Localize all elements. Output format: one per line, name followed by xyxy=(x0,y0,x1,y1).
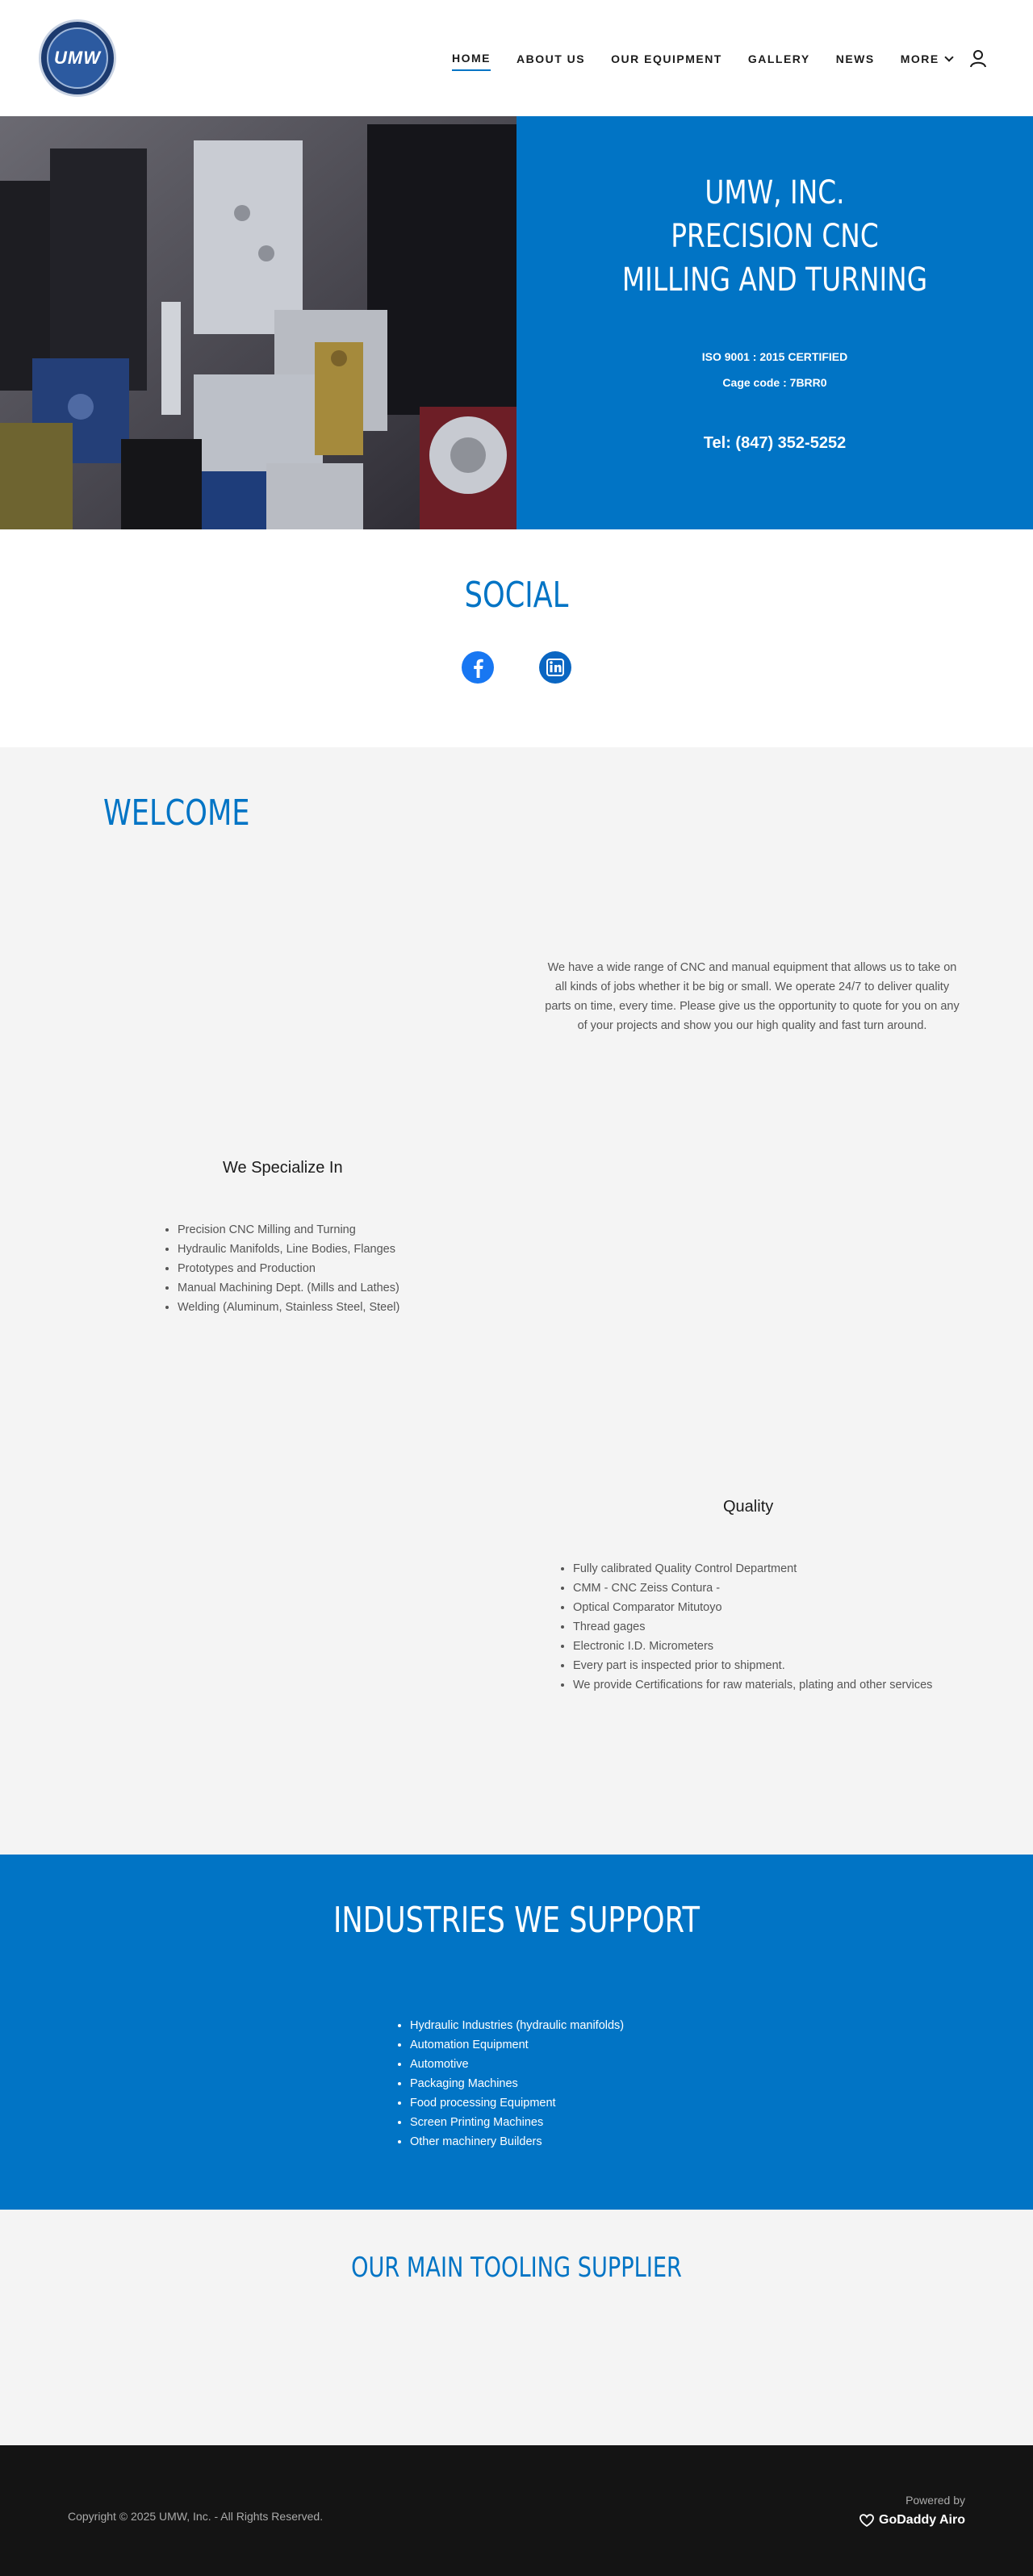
hero-title-line: MILLING AND TURNING xyxy=(621,261,928,299)
list-item: • Automation Equipment xyxy=(410,2035,624,2055)
hero-title xyxy=(563,171,987,302)
iso-certification: ISO 9001 : 2015 CERTIFIED xyxy=(701,350,848,363)
site-logo[interactable] xyxy=(39,19,116,97)
list-item: • Food processing Equipment xyxy=(410,2093,624,2113)
cage-code: Cage code : 7BRR0 xyxy=(722,376,827,389)
site-header xyxy=(0,0,1033,116)
hero-image-machined-parts xyxy=(0,116,516,529)
list-item: • We provide Certifications for raw materials, plating and other services xyxy=(573,1675,932,1695)
quality-list xyxy=(557,1559,932,1695)
nav-our-equipment[interactable]: OUR EQUIPMENT xyxy=(611,52,722,65)
user-icon[interactable] xyxy=(968,48,988,68)
godaddy-brand-link[interactable] xyxy=(859,2513,965,2528)
list-item: • Precision CNC Milling and Turning xyxy=(178,1220,399,1240)
specialize-list xyxy=(161,1220,399,1317)
specialize-heading: We Specialize In xyxy=(223,1159,343,1177)
nav-gallery[interactable]: GALLERY xyxy=(747,52,810,65)
list-item: • Electronic I.D. Micrometers xyxy=(573,1637,932,1656)
godaddy-logo-icon xyxy=(859,2514,874,2527)
hero-title-line: PRECISION CNC xyxy=(671,218,879,255)
hero-info-panel xyxy=(516,116,1033,529)
list-item: • Packaging Machines xyxy=(410,2074,624,2093)
phone-number[interactable]: Tel: (847) 352-5252 xyxy=(703,434,847,452)
industries-section xyxy=(0,1855,1033,2210)
chevron-down-icon xyxy=(944,52,953,61)
list-item: • Thread gages xyxy=(573,1617,932,1637)
social-title: SOCIAL xyxy=(464,575,569,616)
list-item: • Manual Machining Dept. (Mills and Lathes) xyxy=(178,1278,399,1298)
list-item: • Welding (Aluminum, Stainless Steel, Steel) xyxy=(178,1298,399,1317)
powered-by xyxy=(859,2494,965,2528)
list-item: • Hydraulic Industries (hydraulic manifolds) xyxy=(410,2016,624,2035)
quality-heading: Quality xyxy=(723,1498,774,1516)
tooling-title: OUR MAIN TOOLING SUPPLIER xyxy=(351,2252,682,2284)
social-section xyxy=(0,529,1033,747)
powered-by-label: Powered by xyxy=(905,2494,965,2507)
social-links xyxy=(0,651,1033,684)
industries-list xyxy=(394,2016,624,2152)
list-item: • Screen Printing Machines xyxy=(410,2113,624,2132)
welcome-section xyxy=(0,747,1033,1855)
tooling-section xyxy=(0,2210,1033,2445)
logo-text: UMW xyxy=(54,48,101,68)
list-item: • CMM - CNC Zeiss Contura - xyxy=(573,1579,932,1598)
list-item: • Automotive xyxy=(410,2055,624,2074)
industries-title: INDUSTRIES WE SUPPORT xyxy=(333,1900,700,1941)
hero-section xyxy=(0,116,1033,529)
logo-emblem xyxy=(47,27,108,89)
facebook-icon[interactable] xyxy=(462,651,494,684)
list-item: • Optical Comparator Mitutoyo xyxy=(573,1598,932,1617)
main-nav xyxy=(452,52,978,71)
nav-news[interactable]: NEWS xyxy=(835,52,875,65)
brand-name: GoDaddy Airo xyxy=(879,2513,965,2527)
list-item: • Fully calibrated Quality Control Department xyxy=(573,1559,932,1579)
welcome-text: We have a wide range of CNC and manual equipment that allows us to take on all kinds of jobs whether it be big or small. We operate 24/7 to deliver quality parts on time, every time. Please give us the opportunity to quote for you on any of your projects and show you our high quality and fast turn around. xyxy=(545,960,960,1032)
hero-title-line: UMW, INC. xyxy=(705,174,845,211)
machined-parts-illustration xyxy=(0,116,516,529)
list-item: • Other machinery Builders xyxy=(410,2132,624,2152)
nav-more-label: MORE xyxy=(900,52,939,65)
site-footer xyxy=(0,2445,1033,2576)
nav-about-us[interactable]: ABOUT US xyxy=(516,52,586,65)
list-item: • Hydraulic Manifolds, Line Bodies, Flanges xyxy=(178,1240,399,1259)
linkedin-icon[interactable] xyxy=(539,651,571,684)
list-item: • Prototypes and Production xyxy=(178,1259,399,1278)
welcome-title: WELCOME xyxy=(103,792,250,834)
list-item: • Every part is inspected prior to shipment. xyxy=(573,1656,932,1675)
nav-home[interactable]: HOME xyxy=(452,52,491,71)
nav-more[interactable] xyxy=(901,52,952,70)
copyright-text: Copyright © 2025 UMW, Inc. - All Rights Reserved. xyxy=(68,2510,324,2523)
